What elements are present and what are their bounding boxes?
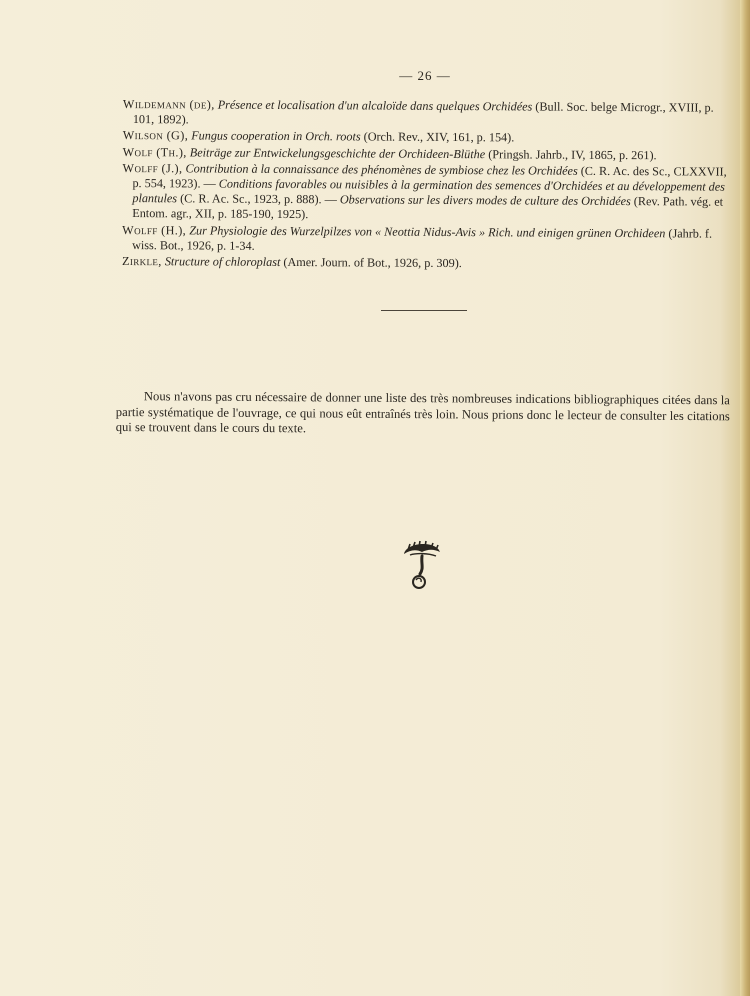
mushroom-fleuron-icon <box>400 536 444 592</box>
entry-title-third: Observations sur les divers modes de culture des Orchidées <box>339 192 631 209</box>
entry-reference: (Amer. Journ. of Bot., 1926, p. 309). <box>283 255 462 271</box>
entry-title: Zur Physiologie des Wurzelpilzes von « Neottia Nidus-Avis » Rich. und einigen grünen Orchideen <box>189 223 666 240</box>
entry-title: Fungus cooperation in Orch. roots <box>191 128 361 144</box>
entry-title: Structure of chloroplast <box>164 254 281 269</box>
bibliography-entry <box>122 161 728 226</box>
bibliography-entry <box>123 97 729 131</box>
bibliography-entry <box>122 223 728 257</box>
entry-author: Wolff (J.), <box>122 160 183 176</box>
entry-title: Beiträge zur Entwickelungsgeschichte der Orchideen-Blüthe <box>189 145 486 161</box>
entry-title: Présence et localisation d'un alcaloïde dans quelques Orchidées <box>217 97 533 114</box>
entry-author: Wildemann (de), <box>122 97 215 112</box>
entry-author: Wolff (H.), <box>122 222 187 238</box>
entry-reference-second: (C. R. Ac. Sc., 1923, p. 888). — <box>180 191 337 207</box>
section-divider <box>381 310 467 311</box>
page-number: — 26 — <box>399 68 451 83</box>
bibliography-list <box>122 97 729 274</box>
entry-author: Wolf (Th.), <box>122 144 187 159</box>
entry-reference: (Pringsh. Jahrb., IV, 1865, p. 261). <box>488 146 657 162</box>
entry-reference: (C. R. Ac. des Sc., CLXXVII, p. 554, 1923). — <box>132 163 727 191</box>
page-edge <box>740 0 750 996</box>
bibliography-entry <box>122 254 728 273</box>
entry-author: Zirkle, <box>121 254 162 269</box>
closing-note: Nous n'avons pas cru nécessaire de donner une liste des très nombreuses indications bibliographiques citées dans la partie systématique de l'ouvrage, ce qui nous eût entraînés très loin. Nous prions donc le lecteur de consulter les citations qui se trouvent dans le cours du texte. <box>115 388 730 436</box>
entry-title-second: Conditions favorables ou nuisibles à la germination des semences d'Orchidées et au développement des plantules <box>132 176 725 206</box>
entry-reference: (Jahrb. f. wiss. Bot., 1926, p. 1-34. <box>132 225 713 253</box>
entry-reference-third: (Rev. Path. vég. et Entom. agr., XII, p. 185-190, 1925). <box>132 194 724 222</box>
entry-reference: (Bull. Soc. belge Microgr., XVIII, p. 101, 1892). <box>132 99 714 127</box>
entry-reference: (Orch. Rev., XIV, 161, p. 154). <box>363 129 515 145</box>
entry-title: Contribution à la connaissance des phénomènes de symbiose chez les Orchidées <box>185 161 578 178</box>
entry-author: Wilson (G), <box>122 128 189 143</box>
